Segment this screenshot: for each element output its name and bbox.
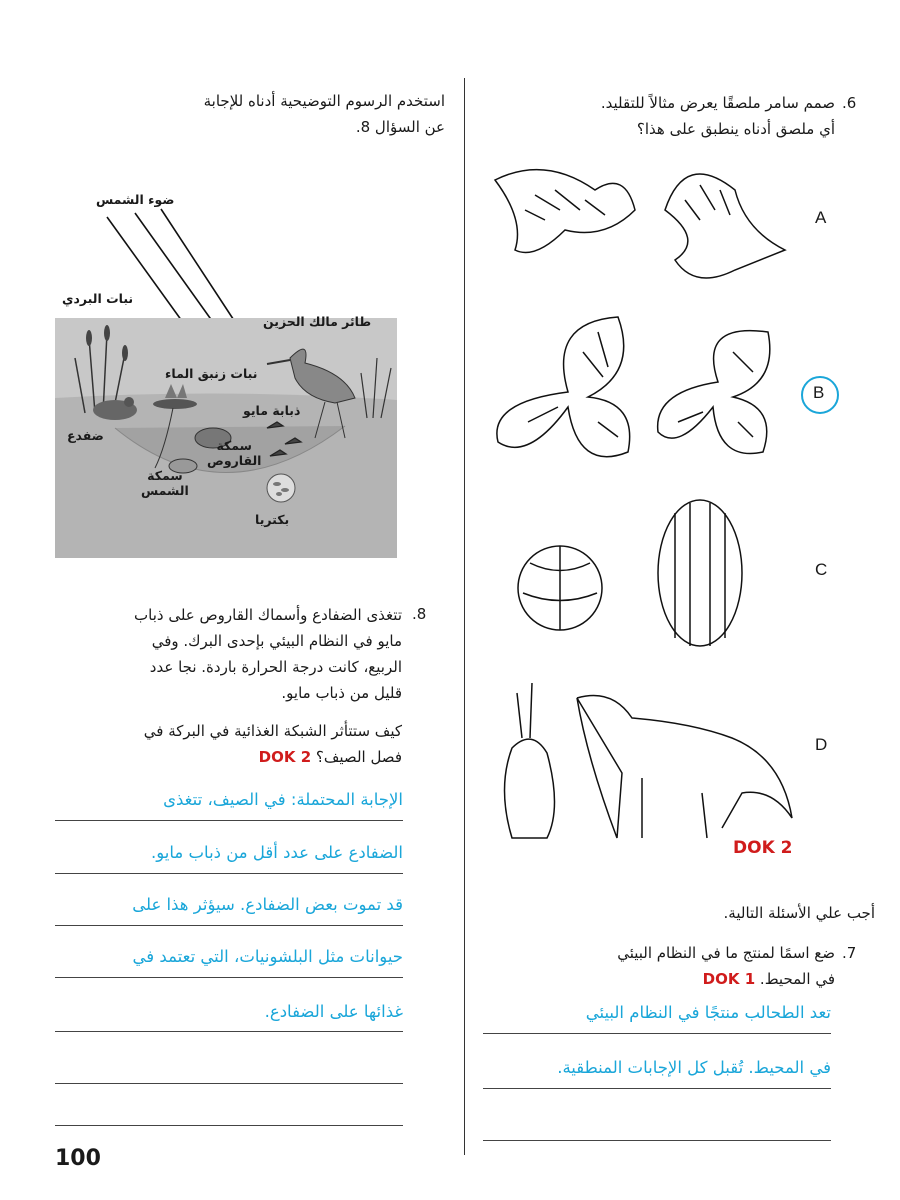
intro-line-2: عن السؤال 8. — [355, 118, 445, 136]
instructions: أجب علي الأسئلة التالية. — [723, 904, 875, 922]
answer-line — [55, 925, 403, 926]
q8-question-line-1: كيف ستتأثر الشبكة الغذائية في البركة في — [143, 722, 402, 740]
q6-line-2: أي ملصق أدناه ينطبق على هذا؟ — [636, 120, 835, 138]
answer-line — [55, 1083, 403, 1084]
option-d-label[interactable]: D — [815, 735, 828, 754]
q8-line-2: مايو في النظام البيئي بإحدى البرك. وفي — [151, 632, 402, 650]
label-bass — [207, 438, 261, 468]
label-papyrus: نبات البردي — [62, 291, 134, 306]
answer-line — [483, 1088, 831, 1089]
answer-line — [55, 873, 403, 874]
label-bass-2: القاروص — [207, 453, 262, 468]
answer-line — [55, 1125, 403, 1126]
q7-line-2-text: في المحيط. — [759, 970, 835, 988]
q8-answer-2: الضفادع على عدد أقل من ذباب مايو. — [151, 843, 403, 862]
cacti-illustration — [515, 498, 745, 648]
pond-food-web-diagram — [55, 314, 397, 558]
answer-line — [55, 820, 403, 821]
q7-dok-badge: DOK 1 — [702, 970, 756, 988]
page-number — [55, 1146, 101, 1171]
label-sunfish — [141, 468, 189, 498]
column-divider — [464, 78, 465, 1155]
q8-line-3: الربيع، كانت درجة الحرارة باردة. نجا عدد — [149, 658, 402, 676]
q6-line-1: صمم سامر ملصقًا يعرض مثالاً للتقليد. — [600, 94, 835, 112]
q8-answer-5: غذائها على الضفادع. — [264, 1002, 403, 1021]
q8-answer-1: الإجابة المحتملة: في الصيف، تتغذى — [163, 790, 403, 809]
diagram-intro — [120, 88, 445, 140]
eagles-illustration — [485, 150, 800, 295]
label-sunfish-1: سمكة — [147, 468, 183, 483]
q6-text — [480, 90, 835, 142]
page-number-text: 100 — [55, 1146, 101, 1171]
q8-question — [60, 718, 402, 770]
q8-text — [60, 602, 402, 706]
label-mayfly: ذبابة مايو — [243, 403, 301, 418]
q8-question-line-2 — [60, 744, 402, 770]
intro-line-1: استخدم الرسوم التوضيحية أدناه للإجابة — [203, 92, 445, 110]
q8-dok-badge: DOK 2 — [258, 748, 312, 766]
q8-question-text: فصل الصيف؟ — [315, 748, 402, 766]
q8-answer-4: حيوانات مثل البلشونيات، التي تعتمد في — [132, 947, 403, 966]
label-sunfish-2: الشمس — [141, 483, 189, 498]
q8-line-1: تتغذى الضفادع وأسماك القاروص على ذباب — [134, 606, 402, 624]
label-heron: طائر مالك الحزين — [263, 314, 372, 329]
answer-line — [55, 1031, 403, 1032]
option-c-label[interactable]: C — [815, 560, 828, 579]
q7-text — [480, 940, 835, 992]
label-bacteria: بكتريا — [255, 512, 290, 527]
q7-answer-1: تعد الطحالب منتجًا في النظام البيئي — [585, 1003, 831, 1022]
q7-line-1: ضع اسمًا لمنتج ما في النظام البيئي — [617, 944, 835, 962]
butterflies-illustration — [488, 312, 788, 482]
q6-number: .6 — [842, 94, 857, 112]
answer-line — [55, 977, 403, 978]
option-b-label[interactable]: B — [813, 383, 825, 402]
q8-number: .8 — [412, 605, 427, 623]
q7-line-2 — [480, 966, 835, 992]
answer-line — [483, 1033, 831, 1034]
q7-answer-2: في المحيط. تُقبل كل الإجابات المنطقية. — [557, 1058, 831, 1077]
hare-fox-illustration — [492, 678, 802, 843]
label-water-lily: نبات زنبق الماء — [165, 366, 258, 381]
q6-dok-badge: DOK 2 — [733, 838, 793, 858]
label-bass-1: سمكة — [216, 438, 252, 453]
label-frog: ضفدع — [67, 428, 104, 443]
label-sunlight: ضوء الشمس — [96, 192, 175, 207]
q8-line-4: قليل من ذباب مايو. — [281, 684, 402, 702]
q7-number: .7 — [842, 944, 857, 962]
answer-line — [483, 1140, 831, 1141]
option-a-label[interactable]: A — [815, 208, 827, 227]
q8-answer-3: قد تموت بعض الضفادع. سيؤثر هذا على — [132, 895, 403, 914]
